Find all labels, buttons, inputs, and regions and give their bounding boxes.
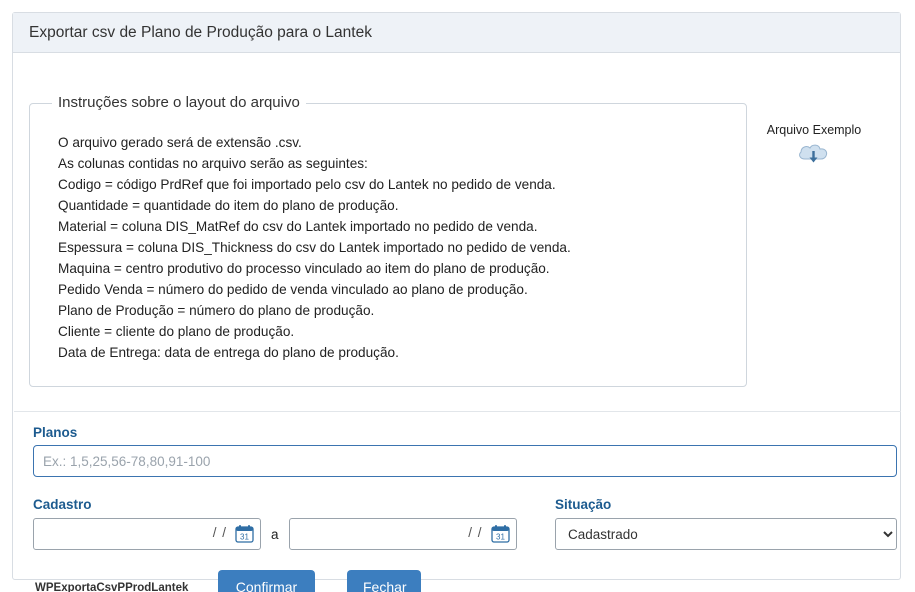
instruction-line: Maquina = centro produtivo do processo vinculado ao item do plano de produção. [58, 260, 550, 276]
dialog-body [13, 53, 900, 592]
example-file-block [754, 123, 874, 174]
calendar-icon[interactable] [491, 524, 510, 543]
download-arrow-icon[interactable] [797, 143, 831, 169]
cadastro-date-range [33, 518, 517, 550]
instruction-line: Plano de Produção = número do plano de produção. [58, 302, 375, 318]
situacao-field-group [555, 497, 897, 550]
cadastro-end-input[interactable] [289, 518, 517, 550]
instruction-line: Data de Entrega: data de entrega do plano de produção. [58, 344, 399, 360]
situacao-select[interactable] [555, 518, 897, 550]
page-title: Exportar csv de Plano de Produção para o Lantek [29, 23, 372, 41]
cadastro-start-mask: / / [212, 525, 227, 540]
example-file-label: Arquivo Exemplo [766, 123, 862, 137]
svg-text:31: 31 [495, 532, 505, 542]
instruction-line: Espessura = coluna DIS_Thickness do csv do Lantek importado no pedido de venda. [58, 239, 571, 255]
export-dialog [12, 12, 901, 592]
instruction-line: Cliente = cliente do plano de produção. [58, 323, 295, 339]
cadastro-end-mask: / / [468, 525, 483, 540]
instruction-line: O arquivo gerado será de extensão .csv. [58, 134, 302, 150]
instructions-list [42, 110, 734, 363]
dialog-header [13, 13, 900, 53]
cadastro-label: Cadastro [33, 497, 92, 512]
planos-input[interactable] [33, 445, 897, 477]
svg-text:31: 31 [240, 532, 249, 542]
planos-label: Planos [33, 425, 78, 440]
close-button[interactable]: Fechar [347, 570, 421, 592]
section-divider [14, 411, 901, 412]
cadastro-end-wrap [289, 518, 517, 550]
instruction-line: As colunas contidas no arquivo serão as seguintes: [58, 155, 368, 171]
instruction-line: Material = coluna DIS_MatRef do csv do Lantek importado no pedido de venda. [58, 218, 538, 234]
situacao-label: Situação [555, 497, 612, 512]
calendar-icon[interactable] [235, 524, 254, 543]
planos-field-group [33, 425, 897, 477]
cadastro-field-group [33, 497, 517, 550]
date-range-separator: a [271, 526, 279, 542]
instruction-line: Codigo = código PrdRef que foi importado pelo csv do Lantek no pedido de venda. [58, 176, 556, 192]
cadastro-start-input[interactable] [33, 518, 261, 550]
cadastro-start-wrap [33, 518, 261, 550]
instructions-panel [29, 94, 747, 387]
confirm-button[interactable]: Confirmar [218, 570, 315, 592]
instruction-line: Quantidade = quantidade do item do plano de produção. [58, 197, 399, 213]
instructions-legend: Instruções sobre o layout do arquivo [52, 94, 306, 111]
instruction-line: Pedido Venda = número do pedido de venda vinculado ao plano de produção. [58, 281, 528, 297]
form-code-label: WPExportaCsvPProdLantek [35, 582, 189, 592]
